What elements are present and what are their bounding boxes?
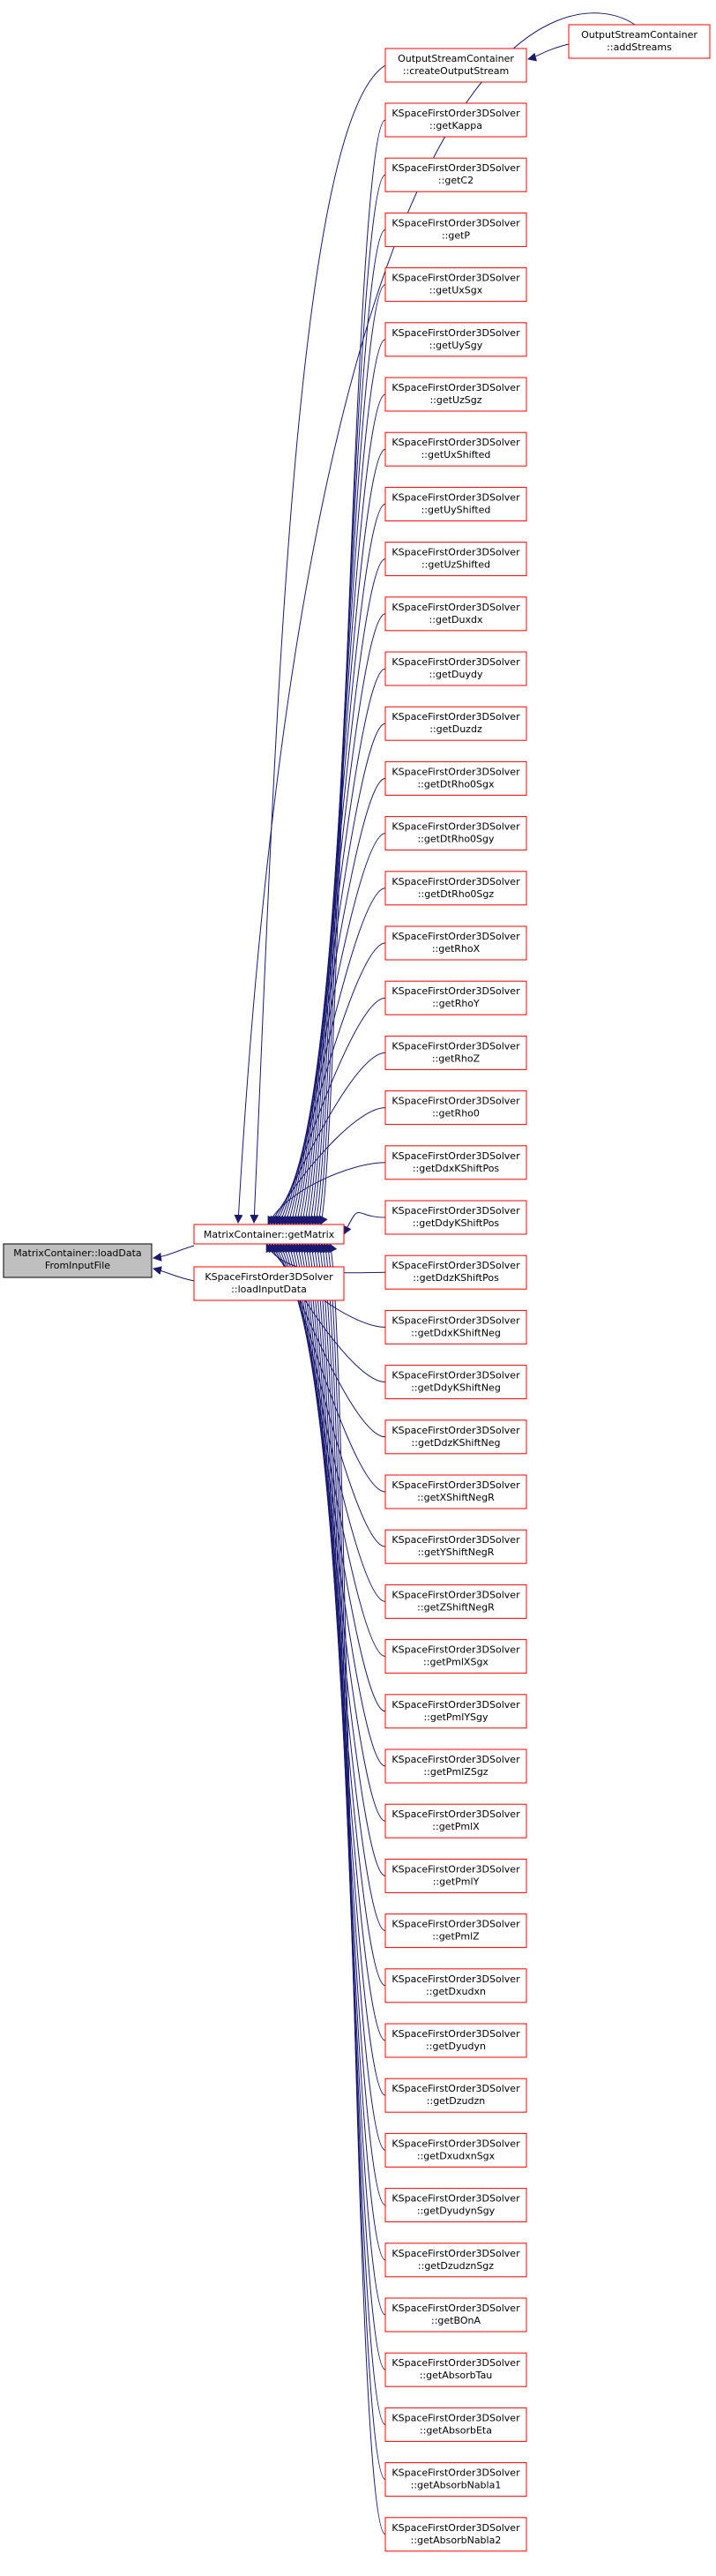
node-label-class: KSpaceFirstOrder3DSolver <box>392 711 520 723</box>
node-load-input-data[interactable] <box>194 1267 344 1300</box>
node-get-yshift-neg-r[interactable] <box>385 1530 526 1563</box>
node-get-xshift-neg-r[interactable] <box>385 1475 526 1509</box>
node-label-method: ::getDdxKShiftNeg <box>411 1327 501 1339</box>
node-label-class: KSpaceFirstOrder3DSolver <box>392 1479 520 1491</box>
node-label-method: ::getBOnA <box>431 2315 481 2326</box>
node-get-kappa[interactable] <box>385 103 526 137</box>
node-add-streams[interactable] <box>569 25 710 58</box>
node-label-method: ::getYShiftNegR <box>417 1546 495 1559</box>
node-get-pml-zsgz[interactable] <box>385 1749 526 1783</box>
node-label-method: ::getUxSgx <box>429 284 483 296</box>
node-get-ddx-kshift-pos[interactable] <box>385 1146 526 1179</box>
node-label-class: KSpaceFirstOrder3DSolver <box>392 491 520 504</box>
node-label: MatrixContainer::getMatrix <box>203 1229 335 1240</box>
node-get-matrix[interactable] <box>194 1224 344 1244</box>
node-label-class: KSpaceFirstOrder3DSolver <box>392 1698 520 1711</box>
node-label-method: ::getPmlYSgy <box>423 1711 489 1723</box>
node-label-method: ::getRhoX <box>431 943 481 955</box>
edge-add-streams-to-create-output <box>528 44 569 59</box>
node-get-pml-ysgy[interactable] <box>385 1695 526 1728</box>
node-label-class: KSpaceFirstOrder3DSolver <box>392 1808 520 1821</box>
node-get-p[interactable] <box>385 213 526 246</box>
node-label-class: KSpaceFirstOrder3DSolver <box>392 1369 520 1382</box>
node-label-class: KSpaceFirstOrder3DSolver <box>392 1754 520 1765</box>
node-get-bon-a[interactable] <box>385 2298 526 2332</box>
node-label-class: KSpaceFirstOrder3DSolver <box>392 1095 520 1107</box>
node-label-class: KSpaceFirstOrder3DSolver <box>392 1644 520 1656</box>
node-label-method: ::getXShiftNegR <box>417 1492 495 1503</box>
node-label-method: ::getDyudynSgy <box>416 2205 496 2217</box>
node-get-absorb-nabla2[interactable] <box>385 2518 526 2551</box>
node-get-ddx-kshift-neg[interactable] <box>385 1310 526 1344</box>
node-label-line1: OutputStreamContainer <box>581 29 697 41</box>
node-label-method: ::getAbsorbNabla1 <box>410 2479 502 2491</box>
node-get-duzdz[interactable] <box>385 707 526 740</box>
node-get-ddy-kshift-pos[interactable] <box>385 1201 526 1234</box>
node-get-dt-rho0-sgy[interactable] <box>385 817 526 850</box>
node-get-uz-shifted[interactable] <box>385 543 526 576</box>
node-label-class: KSpaceFirstOrder3DSolver <box>392 546 520 558</box>
node-label-class: KSpaceFirstOrder3DSolver <box>392 1863 520 1876</box>
getter-nodes-layer <box>385 103 526 2551</box>
node-label-class: KSpaceFirstOrder3DSolver <box>392 2357 520 2370</box>
node-label-class: KSpaceFirstOrder3DSolver <box>392 2028 520 2040</box>
node-get-rho0[interactable] <box>385 1091 526 1125</box>
node-label-line2: ::loadInputData <box>231 1284 307 1295</box>
node-label-method: ::getPmlX <box>432 1821 480 1833</box>
node-label-class: KSpaceFirstOrder3DSolver <box>392 1918 520 1930</box>
edge-get-matrix-to-root <box>153 1246 194 1258</box>
node-label-line2: ::createOutputStream <box>402 65 510 77</box>
node-label-method: ::getZShiftNegR <box>417 1601 495 1614</box>
node-label-method: ::getDtRho0Sgy <box>417 833 495 845</box>
node-label-method: ::getDdyKShiftPos <box>412 1217 500 1229</box>
node-label-class: KSpaceFirstOrder3DSolver <box>392 1424 520 1436</box>
node-label-class: KSpaceFirstOrder3DSolver <box>392 2083 520 2095</box>
node-label-class: KSpaceFirstOrder3DSolver <box>392 2303 520 2314</box>
node-label-method: ::getC2 <box>437 175 474 187</box>
node-get-pml-z[interactable] <box>385 1914 526 1948</box>
node-label-method: ::getUzShifted <box>421 558 491 571</box>
node-get-absorb-tau[interactable] <box>385 2353 526 2386</box>
node-get-pml-y[interactable] <box>385 1859 526 1892</box>
node-label-class: KSpaceFirstOrder3DSolver <box>392 1205 520 1217</box>
node-label-class: KSpaceFirstOrder3DSolver <box>392 2247 520 2259</box>
node-label-method: ::getP <box>441 229 471 242</box>
node-get-pml-xsgx[interactable] <box>385 1640 526 1674</box>
node-label-class: KSpaceFirstOrder3DSolver <box>392 875 520 887</box>
node-label-line1: KSpaceFirstOrder3DSolver <box>205 1271 333 1283</box>
node-get-duydy[interactable] <box>385 652 526 685</box>
node-label-class: KSpaceFirstOrder3DSolver <box>392 2192 520 2205</box>
node-label-class: KSpaceFirstOrder3DSolver <box>392 162 520 175</box>
node-get-rho-x[interactable] <box>385 926 526 960</box>
node-label-class: KSpaceFirstOrder3DSolver <box>392 2138 520 2150</box>
node-label-line1: OutputStreamContainer <box>398 53 514 64</box>
node-label-class: KSpaceFirstOrder3DSolver <box>392 1260 520 1272</box>
node-get-dyudyn[interactable] <box>385 2024 526 2057</box>
node-label-method: ::getDuzdz <box>429 723 482 736</box>
node-label-method: ::getDdzKShiftPos <box>413 1272 499 1284</box>
node-label-method: ::getRho0 <box>432 1107 480 1120</box>
node-label-method: ::getDdyKShiftNeg <box>411 1382 501 1394</box>
node-label-class: KSpaceFirstOrder3DSolver <box>392 985 520 998</box>
node-label-method: ::getPmlZSgz <box>423 1766 489 1778</box>
node-label-line2: ::addStreams <box>607 41 672 53</box>
edge-get-ddy-kshift-pos-to-get-matrix <box>344 1212 385 1234</box>
edge-load-input-to-root <box>153 1269 194 1281</box>
node-label-class: KSpaceFirstOrder3DSolver <box>392 2467 520 2479</box>
node-label-method: ::getDdxKShiftPos <box>412 1162 500 1174</box>
node-label-method: ::getPmlZ <box>432 1930 480 1943</box>
node-label-method: ::getUySgy <box>429 339 483 351</box>
node-get-ddz-kshift-pos[interactable] <box>385 1255 526 1289</box>
node-get-dt-rho0-sgx[interactable] <box>385 761 526 795</box>
node-get-ux-sgx[interactable] <box>385 268 526 302</box>
edge-get-dt-rho0-sgz-to-get-matrix <box>282 888 385 1224</box>
node-label-class: KSpaceFirstOrder3DSolver <box>392 1534 520 1546</box>
node-load-data-from-input-file[interactable] <box>4 1244 152 1277</box>
node-get-pml-x[interactable] <box>385 1804 526 1838</box>
node-label-class: KSpaceFirstOrder3DSolver <box>392 326 520 339</box>
node-get-absorb-eta[interactable] <box>385 2408 526 2441</box>
node-label-class: KSpaceFirstOrder3DSolver <box>392 931 520 942</box>
node-get-zshift-neg-r[interactable] <box>385 1584 526 1618</box>
node-label-line2: FromInputFile <box>44 1260 111 1271</box>
node-label-method: ::getDuydy <box>429 669 483 680</box>
node-label-method: ::getPmlXSgx <box>423 1656 489 1668</box>
node-label-class: KSpaceFirstOrder3DSolver <box>392 2521 520 2534</box>
node-get-absorb-nabla1[interactable] <box>385 2463 526 2497</box>
node-get-ddy-kshift-neg[interactable] <box>385 1366 526 1399</box>
node-label-method: ::getKappa <box>429 120 482 131</box>
node-label-class: KSpaceFirstOrder3DSolver <box>392 1040 520 1052</box>
node-label-method: ::getUyShifted <box>421 504 491 516</box>
node-get-dxudxn[interactable] <box>385 1969 526 2003</box>
node-label-class: KSpaceFirstOrder3DSolver <box>392 382 520 393</box>
node-label-class: KSpaceFirstOrder3DSolver <box>392 437 520 449</box>
node-get-rho-z[interactable] <box>385 1036 526 1069</box>
node-get-uy-shifted[interactable] <box>385 487 526 520</box>
node-get-dxudxn-sgx[interactable] <box>385 2133 526 2167</box>
node-label-method: ::getRhoY <box>432 998 480 1010</box>
node-get-dt-rho0-sgz[interactable] <box>385 872 526 905</box>
node-get-rho-y[interactable] <box>385 981 526 1015</box>
node-label-class: KSpaceFirstOrder3DSolver <box>392 2412 520 2424</box>
node-label-class: KSpaceFirstOrder3DSolver <box>392 217 520 229</box>
node-get-ddz-kshift-neg[interactable] <box>385 1420 526 1454</box>
node-label-method: ::getRhoZ <box>431 1052 481 1065</box>
node-label-method: ::getDtRho0Sgz <box>417 887 495 900</box>
node-label-method: ::getDdzKShiftNeg <box>411 1436 501 1449</box>
node-create-output-stream[interactable] <box>385 49 526 82</box>
node-get-uz-sgz[interactable] <box>385 378 526 411</box>
node-label-method: ::getDxudxnSgx <box>416 2150 496 2162</box>
node-label-class: KSpaceFirstOrder3DSolver <box>392 601 520 613</box>
node-label-method: ::getAbsorbTau <box>419 2370 493 2382</box>
node-label-method: ::getDuxdx <box>429 613 483 625</box>
node-label-class: KSpaceFirstOrder3DSolver <box>392 656 520 668</box>
node-label-class: KSpaceFirstOrder3DSolver <box>392 1973 520 1985</box>
node-label-method: ::getPmlY <box>432 1876 480 1888</box>
node-label-class: KSpaceFirstOrder3DSolver <box>392 820 520 833</box>
node-get-dzudzn-sgz[interactable] <box>385 2243 526 2277</box>
node-label-method: ::getDxudxn <box>426 1985 486 1997</box>
node-get-uy-sgy[interactable] <box>385 323 526 356</box>
node-label-method: ::getDtRho0Sgx <box>417 778 495 790</box>
node-label-class: KSpaceFirstOrder3DSolver <box>392 1589 520 1601</box>
node-label-class: KSpaceFirstOrder3DSolver <box>392 1149 520 1162</box>
node-label-method: ::getDzudznSgz <box>417 2259 495 2272</box>
node-label-method: ::getUxShifted <box>421 449 491 461</box>
node-label-method: ::getDyudyn <box>426 2041 486 2052</box>
node-get-c2[interactable] <box>385 158 526 191</box>
node-get-duxdx[interactable] <box>385 597 526 631</box>
node-label-method: ::getUzSgz <box>429 394 482 406</box>
node-label-class: KSpaceFirstOrder3DSolver <box>392 108 520 119</box>
node-label-class: KSpaceFirstOrder3DSolver <box>392 272 520 284</box>
node-label-class: KSpaceFirstOrder3DSolver <box>392 1314 520 1327</box>
node-label-method: ::getDzudzn <box>426 2095 486 2108</box>
node-label-line1: MatrixContainer::loadData <box>13 1247 142 1259</box>
node-get-ux-shifted[interactable] <box>385 432 526 466</box>
node-get-dzudzn[interactable] <box>385 2078 526 2112</box>
node-get-dyudyn-sgy[interactable] <box>385 2189 526 2222</box>
node-label-method: ::getAbsorbNabla2 <box>410 2534 502 2546</box>
node-label-method: ::getAbsorbEta <box>420 2424 492 2437</box>
node-label-class: KSpaceFirstOrder3DSolver <box>392 766 520 778</box>
